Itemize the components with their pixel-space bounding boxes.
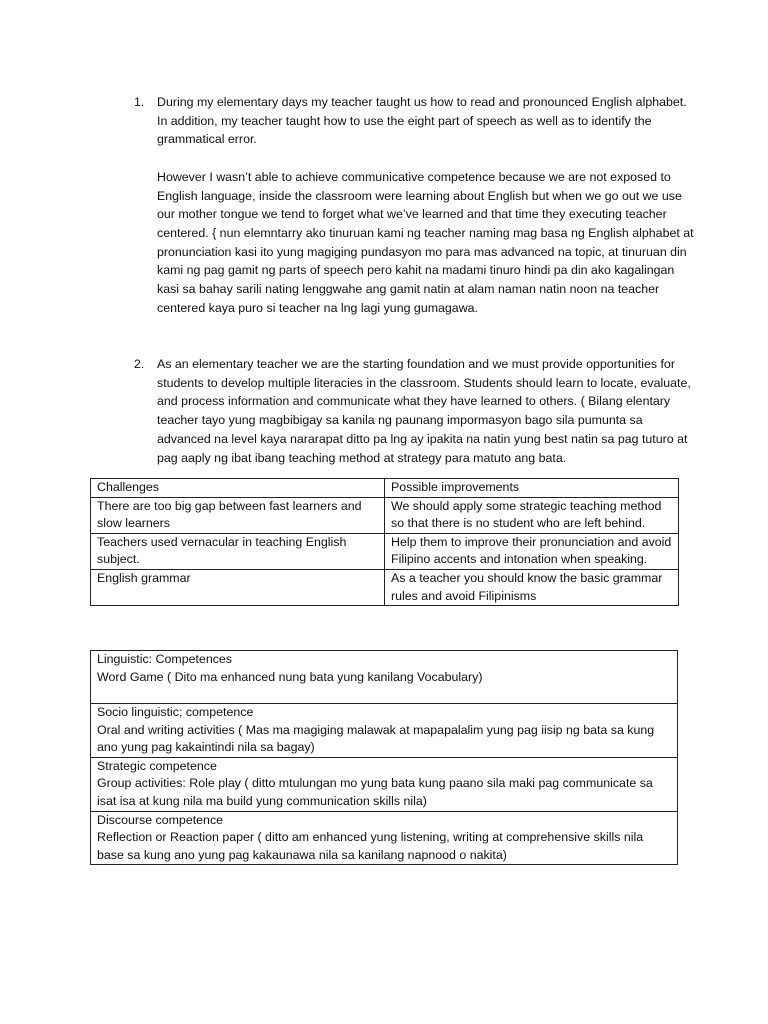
competence-text: Word Game ( Dito ma enhanced nung bata yung kanilang Vocabulary) xyxy=(97,669,483,684)
table-cell xyxy=(91,704,678,758)
list-number: 2. xyxy=(134,357,145,371)
table-cell xyxy=(91,651,678,704)
table-cell xyxy=(91,811,678,865)
table-row xyxy=(91,704,678,758)
list-item-1 xyxy=(134,93,694,317)
challenges-table xyxy=(90,478,679,606)
header-cell: Possible improvements xyxy=(385,479,679,498)
table-cell xyxy=(91,757,678,811)
table-row xyxy=(91,811,678,865)
list-number: 1. xyxy=(134,95,145,109)
competence-text: Group activities: Role play ( ditto mtulungan mo yung bata kung paano sila maki pag communicate sa isat isa at kung nila ma build yung communication skills nila) xyxy=(97,776,653,808)
table-cell: There are too big gap between fast learners and slow learners xyxy=(91,497,385,533)
header-cell: Challenges xyxy=(91,479,385,498)
table-row xyxy=(91,757,678,811)
competence-title: Strategic competence xyxy=(97,758,217,773)
table-header-row xyxy=(91,479,679,498)
table-cell: We should apply some strategic teaching method so that there is no student who are left behind. xyxy=(385,497,679,533)
table-cell: Teachers used vernacular in teaching English subject. xyxy=(91,533,385,569)
table-row xyxy=(91,569,679,605)
table-row xyxy=(91,497,679,533)
table-row xyxy=(91,651,678,704)
competence-title: Discourse competence xyxy=(97,812,224,827)
table-cell: As a teacher you should know the basic grammar rules and avoid Filipinisms xyxy=(385,569,679,605)
paragraph: During my elementary days my teacher taught us how to read and pronounced English alphabet. In addition, my teacher taught how to use the eight part of speech as well as to identify the grammatical error. xyxy=(157,95,687,147)
competence-title: Linguistic: Competences xyxy=(97,652,232,666)
table-row xyxy=(91,533,679,569)
competence-text: Oral and writing activities ( Mas ma magiging malawak at mapapalalim yung pag iisip ng bata sa kung ano yung pag kakaintindi nila sa bagay) xyxy=(97,722,655,755)
paragraph: However I wasn’t able to achieve communicative competence because we are not exposed to English language, inside the classroom were learning about English but when we go out we use our mother tongue we tend to forget what we’ve learned and that time they executing teacher centered. { nun elemntarry ako tinuruan kami ng teacher naming mag basa ng English alphabet at pronunciation kasi ito yung magiging pundasyon mo para mas advanced na topic, at tinuruan din kami ng pag gamit ng parts of speech pero kahit na madami tinuro hindi pa din ako kagalingan kasi sa bahay sarili nating lenggwahe ang gamit natin at alam naman natin noon na teacher centered kaya puro si teacher na lng lagi yung gumagawa. xyxy=(157,169,694,315)
paragraph: As an elementary teacher we are the starting foundation and we must provide opportunities for students to develop multiple literacies in the classroom. Students should learn to locate, evaluate, and process information and communicate what they have learned to others. ( Bilang elentary teacher tayo yung magbibigay sa kanila ng paunang impormasyon bago sila pumunta sa advanced na level kaya nararapat ditto pa lng ay ipakita na natin yung best natin sa pag tuturo at pag aaply ng ibat ibang teaching method at strategy para matuto ang bata. xyxy=(157,357,691,465)
table-cell: Help them to improve their pronunciation and avoid Filipino accents and intonation when speaking. xyxy=(385,533,679,569)
competence-text: Reflection or Reaction paper ( ditto am enhanced yung listening, writing at comprehensive skills nila base sa kung ano yung pag kakaunawa nila sa kanilang napnood o nakita) xyxy=(97,830,644,862)
list-item-2 xyxy=(134,355,694,467)
table-cell: English grammar xyxy=(91,569,385,605)
competence-table xyxy=(90,650,678,865)
competence-title: Socio linguistic; competence xyxy=(97,705,254,719)
